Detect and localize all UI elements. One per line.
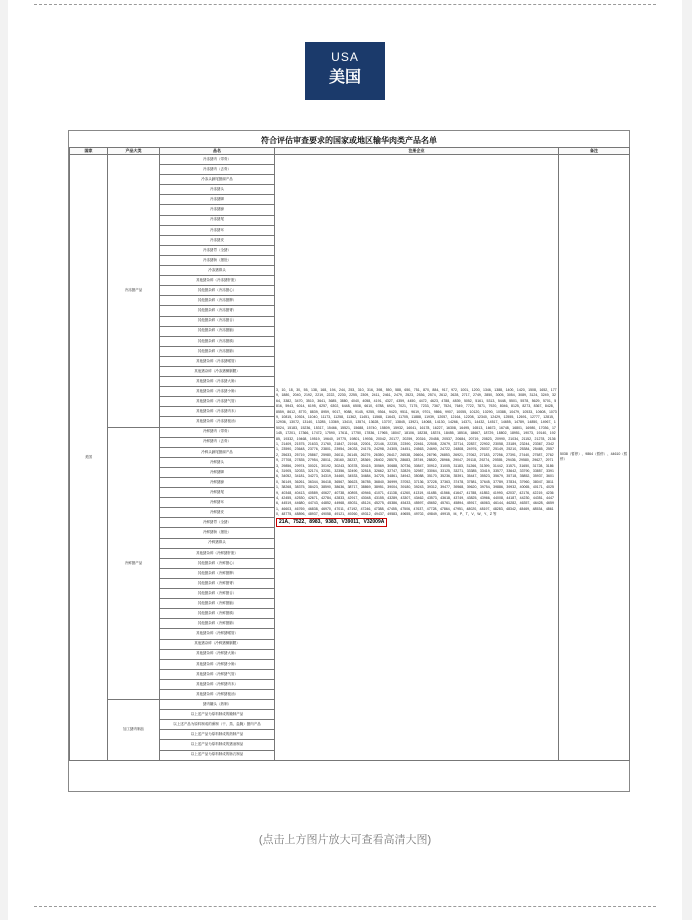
product-cell: 其他猪杂碎（冷冻猪喉管） [160, 356, 275, 366]
product-cell: 其他猪杂碎（冷冻猪气管） [160, 397, 275, 407]
header-enterprise: 注册企业 [275, 148, 559, 155]
highlighted-enterprises: 21A、7522、8983、9383、V39011、V32009A [276, 518, 387, 527]
product-cell: 冷冻猪肠（猪肚） [160, 255, 275, 265]
product-cell: 其他猪杂碎（冷鲜猪肝脏） [160, 548, 275, 558]
product-cell: 冷冻猪肉（去骨） [160, 165, 275, 175]
product-cell: 冷冻猪肉（带骨） [160, 155, 275, 165]
product-cell: 其他猪杂碎（冷鲜猪肉末） [160, 679, 275, 689]
product-cell: 冷冻猪耳 [160, 225, 275, 235]
header-note: 备注 [559, 148, 630, 155]
product-cell: 猪肉罐头（熟制） [160, 700, 275, 710]
product-cell: 以上述产品为原料制成的猪油制品 [160, 740, 275, 750]
product-cell: 冷冻猪蹄 [160, 205, 275, 215]
product-cell: 其他猪杂碎（冷冻猪小肠） [160, 387, 275, 397]
product-cell: 冷鲜猪鼻头 [160, 538, 275, 548]
product-cell: 冷鲜猪肉（带骨） [160, 427, 275, 437]
category-cell: 冷冻猪产品 [108, 155, 160, 428]
product-cell: 其他猪杂碎（冷冻猪肝脏） [160, 276, 275, 286]
product-cell: 冷鲜猪头 [160, 457, 275, 467]
product-cell: 其他猪杂碎（冷鲜猪小肠） [160, 659, 275, 669]
table-row [70, 155, 630, 165]
product-cell: 其他猪杂碎（冷冻猪舌） [160, 316, 275, 326]
header-category: 产品大类 [108, 148, 160, 155]
product-cell: 冷鲜猪尾 [160, 488, 275, 498]
country-badge [305, 42, 385, 100]
product-cell: 其他猪杂碎（冷鲜猪大肠） [160, 649, 275, 659]
header-product: 品名 [160, 148, 275, 155]
product-cell: 其他猪杂碎（冷冻猪心） [160, 286, 275, 296]
product-cell: 其他猪杂碎（冷冻猪大肠） [160, 377, 275, 387]
page [8, 0, 682, 920]
product-cell: 其他猪杂碎（冷鲜猪肾） [160, 578, 275, 588]
product-cell: 以上述产品为原料制成的熏制（干、蒸、盐腌）猪肉产品 [160, 720, 275, 730]
product-cell: 其他猪杂碎（冷冻猪胰） [160, 336, 275, 346]
product-cell: 冷冻猪胃（全猪） [160, 245, 275, 255]
product-cell: 其他猪杂碎（冷鲜猪肺） [160, 619, 275, 629]
bottom-divider [34, 906, 656, 907]
product-cell: 冷鲜猪肉（去骨） [160, 437, 275, 447]
product-cell: 以上述产品为原料制成的肠衣制品 [160, 750, 275, 760]
product-cell: 其他猪杂碎（冷鲜猪板油） [160, 689, 275, 699]
product-cell: 其他猪杂碎（冷鲜猪脑） [160, 599, 275, 609]
product-cell: 其他猪杂碎（冷冻猪肾） [160, 306, 275, 316]
product-table [69, 147, 630, 761]
product-cell: 以上述产品为原料制成的腌制产品 [160, 710, 275, 720]
product-cell: 其他猪杂碎（冷鲜猪横膈膜） [160, 639, 275, 649]
product-cell: 冷冻猪头 [160, 185, 275, 195]
product-cell: 其他猪杂碎（冷冻猪脑） [160, 326, 275, 336]
product-cell: 冷冻猪脚 [160, 195, 275, 205]
product-cell: 其他猪杂碎（冷冻猪脾） [160, 296, 275, 306]
product-cell: 其他猪杂碎（冷冻猪肉末） [160, 407, 275, 417]
product-cell: 其他猪杂碎（冷冻猪板油） [160, 417, 275, 427]
country-cell: 美国 [70, 155, 108, 761]
header-country: 国家 [70, 148, 108, 155]
product-cell: 其他猪杂碎（冷冻猪肺） [160, 346, 275, 356]
product-cell: 冷鲜猪蹄 [160, 478, 275, 488]
product-cell: 其他猪杂碎（冷冻猪横膈膜） [160, 366, 275, 376]
badge-chinese: 美国 [328, 69, 361, 86]
category-cell: 冷鲜猪产品 [108, 427, 160, 700]
product-cell: 冷冻猪鼻头 [160, 266, 275, 276]
product-cell: 其他猪杂碎（冷鲜猪心） [160, 558, 275, 568]
product-cell: 其他猪杂碎（冷鲜猪喉管） [160, 629, 275, 639]
product-cell: 其他猪杂碎（冷鲜猪胰） [160, 609, 275, 619]
category-cell: 加工猪肉制品 [108, 700, 160, 761]
product-cell: 冷鲜猪耳 [160, 498, 275, 508]
image-caption: (点击上方图片放大可查看高清大图) [258, 834, 432, 846]
product-cell: 其他猪杂碎（冷鲜猪舌） [160, 589, 275, 599]
product-cell: 冷鲜猪脚 [160, 467, 275, 477]
note-cell: 5038（暂停）、9864（暂停）、44610（暂停） [559, 155, 630, 761]
product-cell: 冷鲜头蹄尾猪副产品 [160, 447, 275, 457]
product-cell: 冷鲜猪皮 [160, 508, 275, 518]
product-cell: 其他猪杂碎（冷鲜猪气管） [160, 669, 275, 679]
product-cell: 冷冻猪皮 [160, 235, 275, 245]
product-cell: 冷冻猪尾 [160, 215, 275, 225]
top-divider [34, 4, 656, 5]
enterprise-list: 3、10、18、30、55、138、168、194、244、253、310、316、398、550、588、650、751、870、884、917、972、1001、1200、1346、1388、1400、1420、1508、1652、1779、1880、2040、2192、2219、2222、2230、2255、2309、2411、2461、2479、2523、2536、2574、2612、2628、2717、2749、2850、3005、3054、3089、3124、3249、3264、3382、3470、3510、3641、3685、3880、4040、4058、4191、4327、4359、4450、4472、4623、4788、4839、5052、5161、5313、5448、5501、5578、5629、5701、5816、5943、6014、6195、6257、6302、6448、6508、6610、6788、6924、7021、7175、7233、7367、7524、7649、7722、7871、7920、8046、8125、8273、8367、8428、8559、8612、8770、8839、8959、9017、9088、9145、9255、9364、9420、9511、9619、9701、9866、9907、10055、10120、10290、10388、10479、10533、10608、10739、10815、10924、11040、11173、11258、11362、11451、11568、11643、11705、11888、11939、12057、12164、12208、12340、12429、12555、12691、12777、12815、12936、13072、13140、13285、13369、13410、13574、13628、13707、13845、13921、14068、14130、14266、14371、14432、14517、14655、14789、14850、14967、15024、15183、15236、15317、15466、15521、15688、15740、15809、15932、16041、16178、16227、16308、16495、16513、16672、16748、16801、16980、17036、17145、17201、17366、17472、17590、17611、17750、17836、17965、18047、18106、18238、18374、18455、18516、18667、18729、18802、18951、19073、19140、19285、19332、19468、19519、19640、19775、19801、19936、20042、20177、20259、20316、20458、20537、20684、20719、20823、20990、21034、21152、21278、21361、21409、21575、21633、21760、21847、21918、22001、22146、22235、22390、22461、22508、22679、22714、22837、22902、23058、23189、23244、23367、23421、23590、23648、23776、23801、23954、24033、24176、24298、24305、24451、24563、24690、24722、24808、24976、25037、25149、25210、25384、25465、25572、25633、25719、25867、25980、26011、26145、26279、26350、26417、26538、26604、26796、26853、26921、27062、27183、27256、27391、27440、27587、27629、27708、27835、27954、28011、28160、28237、28369、28402、28575、28683、28749、28820、28966、29047、29118、29274、29355、29436、29580、29627、29713、29856、29974、30021、30192、30243、30378、30415、30569、30688、30736、30847、30912、31005、31183、31266、31399、31442、31571、31650、31728、31864、31905、32033、32174、32281、32356、32490、32518、32662、32747、32829、32987、33064、33125、33271、33385、33419、33577、33642、33790、33857、33916、34052、34181、34273、34319、34460、34533、34684、34725、34861、34942、35088、35170、35236、35391、35447、35523、35679、35718、35852、35937、36010、36149、36261、36344、36418、36567、36623、36785、36840、36999、37052、37136、37228、37363、37478、37581、37645、37789、37834、37960、38047、38111、38268、38375、38423、38590、38636、38717、38869、38951、39004、39180、39243、39312、39477、39568、39620、39754、39886、39932、40065、40171、40259、40348、40413、40589、40627、40738、40893、40946、41071、41138、41260、41319、41485、41566、41647、41788、41852、41990、42037、42176、42219、42364、42455、42530、42671、42784、42833、42917、43048、43155、43289、43307、43462、43573、43618、43749、43825、43966、44008、44187、44230、44351、44476、44519、44680、44743、44852、44968、45031、45124、45275、45386、45433、45597、45652、45761、45894、45917、46063、46144、46282、46357、46428、46591、46603、46769、46838、46970、47011、47192、47246、47388、47455、47506、47637、47728、47864、47951、48020、48197、48283、48342、48469、48534、48610、48775、48896、48937、49058、49121、49260、49312、49437、49583、49655、49702、49849、49915、M、P、T、V、W、Y、Z 等 [276, 387, 557, 517]
badge-english: USA [331, 50, 359, 64]
product-cell: 以上述产品为原料制成的熟制产品 [160, 730, 275, 740]
enterprise-cell [275, 155, 559, 761]
document-title: 符合评估审查要求的国家或地区输华肉类产品名单 [261, 136, 437, 145]
product-cell: 冷冻头蹄尾猪副产品 [160, 175, 275, 185]
document-image[interactable] [68, 130, 630, 792]
product-cell: 冷鲜猪胃（全猪） [160, 518, 275, 528]
product-cell: 冷鲜猪肠（猪肚） [160, 528, 275, 538]
product-cell: 其他猪杂碎（冷鲜猪脾） [160, 568, 275, 578]
